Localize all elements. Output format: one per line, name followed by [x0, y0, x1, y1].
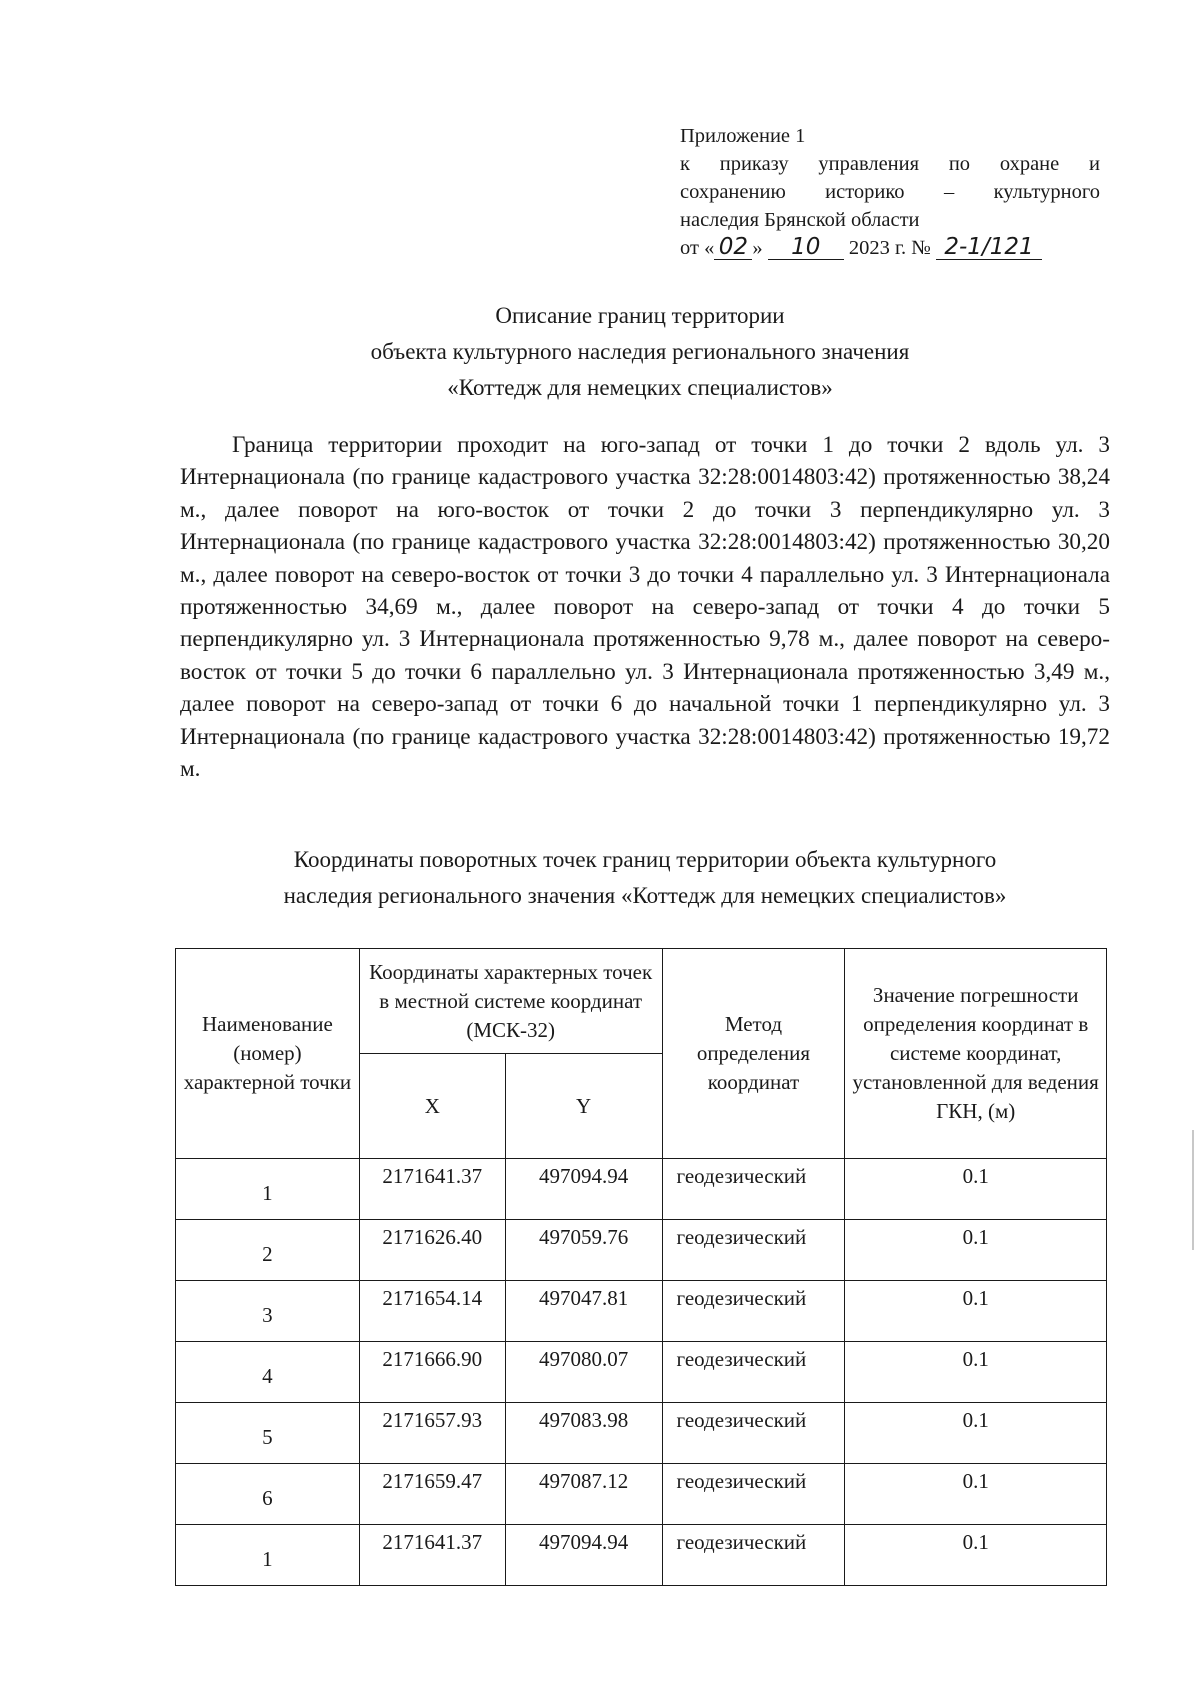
method: геодезический	[662, 1159, 845, 1220]
point-number: 1	[176, 1525, 360, 1586]
title-line: «Коттедж для немецких специалистов»	[447, 375, 833, 400]
coordinates-table	[175, 948, 1107, 1586]
title-line: Описание границ территории	[495, 303, 785, 328]
handwritten-order-number: 2-1/121	[936, 235, 1042, 260]
appendix-date-line	[680, 234, 1100, 262]
x-coordinate: 2171626.40	[359, 1220, 505, 1281]
y-coordinate: 497094.94	[505, 1159, 662, 1220]
method: геодезический	[662, 1342, 845, 1403]
header-accuracy: Значение погрешности определения координат в системе координат, установленной для ведения ГКН, (м)	[845, 949, 1107, 1159]
point-number: 3	[176, 1281, 360, 1342]
appendix-order-line: сохранению историко – культурного	[680, 181, 1100, 203]
method: геодезический	[662, 1464, 845, 1525]
title-line: объекта культурного наследия регионального значения	[370, 339, 910, 364]
method: геодезический	[662, 1281, 845, 1342]
x-coordinate: 2171654.14	[359, 1281, 505, 1342]
method: геодезический	[662, 1525, 845, 1586]
x-coordinate: 2171641.37	[359, 1525, 505, 1586]
table-row	[176, 1464, 1107, 1525]
coordinates-title-line: наследия регионального значения «Коттедж для немецких специалистов»	[283, 883, 1007, 908]
date-mid: »	[752, 237, 763, 259]
x-coordinate: 2171659.47	[359, 1464, 505, 1525]
header-x: X	[359, 1054, 505, 1159]
accuracy: 0.1	[845, 1159, 1107, 1220]
document-title	[200, 298, 1080, 406]
appendix-header	[680, 122, 1100, 262]
y-coordinate: 497094.94	[505, 1525, 662, 1586]
appendix-order-line: наследия Брянской области	[680, 209, 920, 231]
accuracy: 0.1	[845, 1281, 1107, 1342]
table-row	[176, 1220, 1107, 1281]
point-number: 1	[176, 1159, 360, 1220]
coordinates-title	[180, 842, 1110, 914]
handwritten-day: 02	[714, 235, 752, 260]
header-coordinates: Координаты характерных точек в местной системе координат (МСК-32)	[359, 949, 662, 1054]
x-coordinate: 2171641.37	[359, 1159, 505, 1220]
header-point-name: Наименование (номер) характерной точки	[176, 949, 360, 1159]
method: геодезический	[662, 1403, 845, 1464]
scan-edge-mark	[1192, 1130, 1194, 1250]
header-method: Метод определения координат	[662, 949, 845, 1159]
x-coordinate: 2171657.93	[359, 1403, 505, 1464]
accuracy: 0.1	[845, 1220, 1107, 1281]
y-coordinate: 497083.98	[505, 1403, 662, 1464]
header-y: Y	[505, 1054, 662, 1159]
date-prefix: от «	[680, 237, 715, 259]
point-number: 6	[176, 1464, 360, 1525]
accuracy: 0.1	[845, 1464, 1107, 1525]
accuracy: 0.1	[845, 1403, 1107, 1464]
point-number: 5	[176, 1403, 360, 1464]
table-row	[176, 1525, 1107, 1586]
x-coordinate: 2171666.90	[359, 1342, 505, 1403]
accuracy: 0.1	[845, 1342, 1107, 1403]
accuracy: 0.1	[845, 1525, 1107, 1586]
appendix-order-line: к приказу управления по охране и	[680, 153, 1100, 175]
date-year: 2023 г. №	[848, 237, 931, 259]
point-number: 2	[176, 1220, 360, 1281]
y-coordinate: 497047.81	[505, 1281, 662, 1342]
table-row	[176, 1281, 1107, 1342]
table-row	[176, 1403, 1107, 1464]
y-coordinate: 497080.07	[505, 1342, 662, 1403]
boundary-description: Граница территории проходит на юго-запад от точки 1 до точки 2 вдоль ул. 3 Интернационала (по границе кадастрового участка 32:28:0014803:42) протяженностью 38,24 м., далее поворот на юго-восток от точки 2 до точки 3 перпендикулярно ул. 3 Интернационала (по границе кадастрового участка 32:28:0014803:42) протяженностью 30,20 м., далее поворот на северо-восток от точки 3 до точки 4 параллельно ул. 3 Интернационала протяженностью 34,69 м., далее поворот на северо-запад от точки 4 до точки 5 перпендикулярно ул. 3 Интернационала протяженностью 9,78 м., далее поворот на северо-восток от точки 5 до точки 6 параллельно ул. 3 Интернационала протяженностью 3,49 м., далее поворот на северо-запад от точки 6 до начальной точки 1 перпендикулярно ул. 3 Интернационала (по границе кадастрового участка 32:28:0014803:42) протяженностью 19,72 м.	[180, 432, 1110, 783]
table-row	[176, 1159, 1107, 1220]
point-number: 4	[176, 1342, 360, 1403]
coordinates-title-line: Координаты поворотных точек границ территории объекта культурного	[293, 847, 997, 872]
table-row	[176, 1342, 1107, 1403]
y-coordinate: 497059.76	[505, 1220, 662, 1281]
appendix-label: Приложение 1	[680, 125, 806, 147]
handwritten-month: 10	[768, 235, 844, 260]
method: геодезический	[662, 1220, 845, 1281]
y-coordinate: 497087.12	[505, 1464, 662, 1525]
